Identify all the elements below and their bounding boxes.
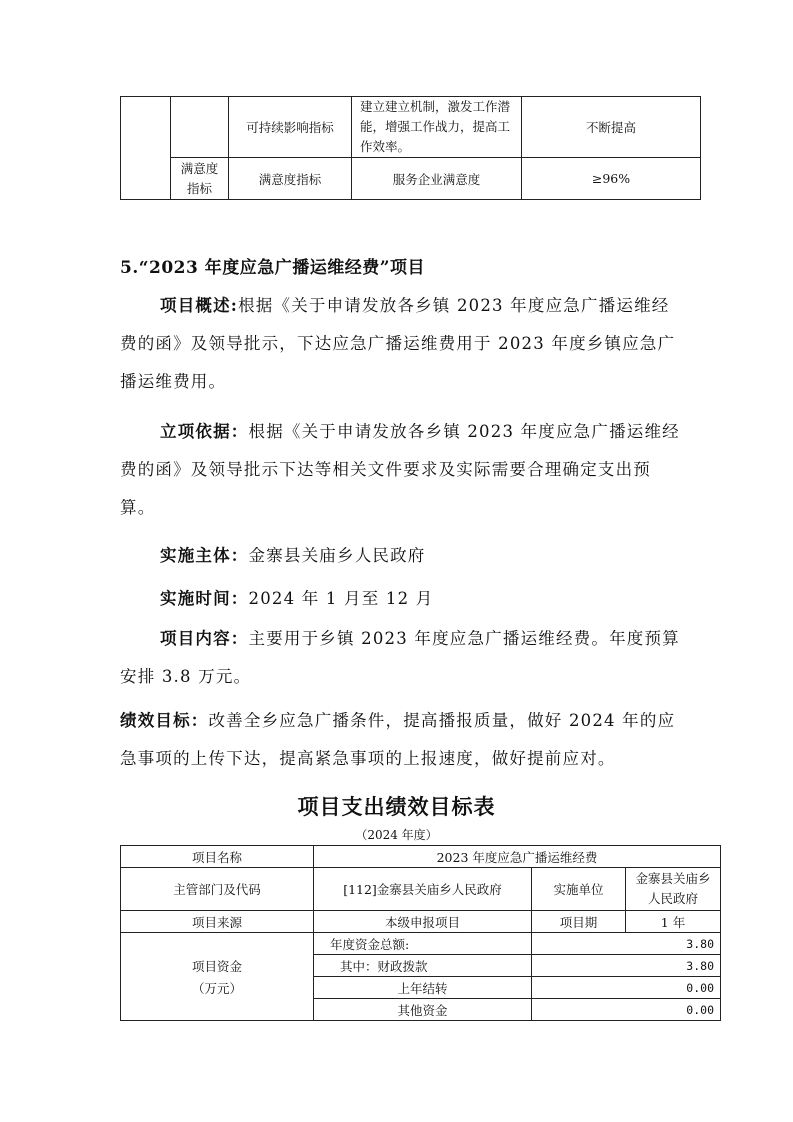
dept-label: 主管部门及代码 [121,868,314,911]
indicator-table-continued [120,96,701,200]
indicator-cell: 满意度指标 [229,158,352,200]
table-title: 项目支出绩效目标表 [297,794,496,819]
indicator-content-cell: 建立建立机制，激发工作潜能，增强工作战力，提高工作效率。 [352,97,522,158]
funds-row-value: 0.00 [532,977,721,999]
funds-row-value: 3.80 [532,955,721,977]
goal-label: 绩效目标： [120,711,209,730]
funds-row-label: 其中：财政拨款 [314,955,532,977]
basis-text: 根据《关于申请发放各乡镇 2023 年度应急广播运维经费的函》及领导批示下达等相关文件要求及实际需要合理确定支出预算。 [120,422,680,517]
goal-paragraph [120,702,680,778]
table-row [121,911,721,933]
overview-paragraph [120,287,680,401]
funds-row-label: 上年结转 [314,977,532,999]
level2-cell [171,97,229,158]
overview-text: 根据《关于申请发放各乡镇 2023 年度应急广播运维经费的函》及领导批示，下达应急广播运维费用于 2023 年度乡镇应急广播运维费用。 [120,296,676,391]
project-name-value: 2023 年度应急广播运维经费 [314,846,721,868]
time-text: 2024 年 1 月至 12 月 [248,589,434,608]
section-heading: 5.“2023 年度应急广播运维经费”项目 [120,258,426,278]
funds-row-value: 0.00 [532,999,721,1021]
funds-row-label: 其他资金 [314,999,532,1021]
basis-label: 立项依据： [160,422,249,441]
time-paragraph [120,580,680,618]
table-row [121,868,721,911]
content-text: 主要用于乡镇 2023 年度应急广播运维经费。年度预算安排 3.8 万元。 [120,629,680,686]
content-paragraph [120,620,680,696]
overview-label: 项目概述: [160,296,239,315]
funds-row-value: 3.80 [532,933,721,955]
basis-paragraph [120,413,680,527]
impl-unit-label: 实施单位 [532,868,626,911]
indicator-cell: 可持续影响指标 [229,97,352,158]
table-row [121,933,721,955]
period-value: 1 年 [626,911,721,933]
funds-unit: （万元） [191,980,242,996]
funds-label: 项目资金 [191,958,242,974]
target-cell: ≥96% [522,158,701,200]
indicator-content-cell: 服务企业满意度 [352,158,522,200]
impl-unit-value: 金寨县关庙乡人民政府 [626,868,721,911]
table-row [121,846,721,868]
table-row [121,97,701,158]
source-value: 本级申报项目 [314,911,532,933]
dept-value: [112]金寨县关庙乡人民政府 [314,868,532,911]
subject-paragraph [120,537,680,575]
project-name-label: 项目名称 [121,846,314,868]
table-year: （2024 年度） [355,828,438,842]
performance-table [120,845,721,1021]
level2-cell: 满意度指标 [171,158,229,200]
level1-cell [121,97,171,200]
funds-label-cell [121,933,314,1021]
subject-label: 实施主体： [160,546,249,565]
period-label: 项目期 [532,911,626,933]
subject-text: 金寨县关庙乡人民政府 [248,546,426,565]
content-label: 项目内容： [160,629,249,648]
target-cell: 不断提高 [522,97,701,158]
goal-text: 改善全乡应急广播条件，提高播报质量，做好 2024 年的应急事项的上传下达，提高紧急事项的上报速度，做好提前应对。 [120,711,676,768]
table-row [121,158,701,200]
time-label: 实施时间： [160,589,249,608]
funds-row-label: 年度资金总额: [314,933,532,955]
source-label: 项目来源 [121,911,314,933]
